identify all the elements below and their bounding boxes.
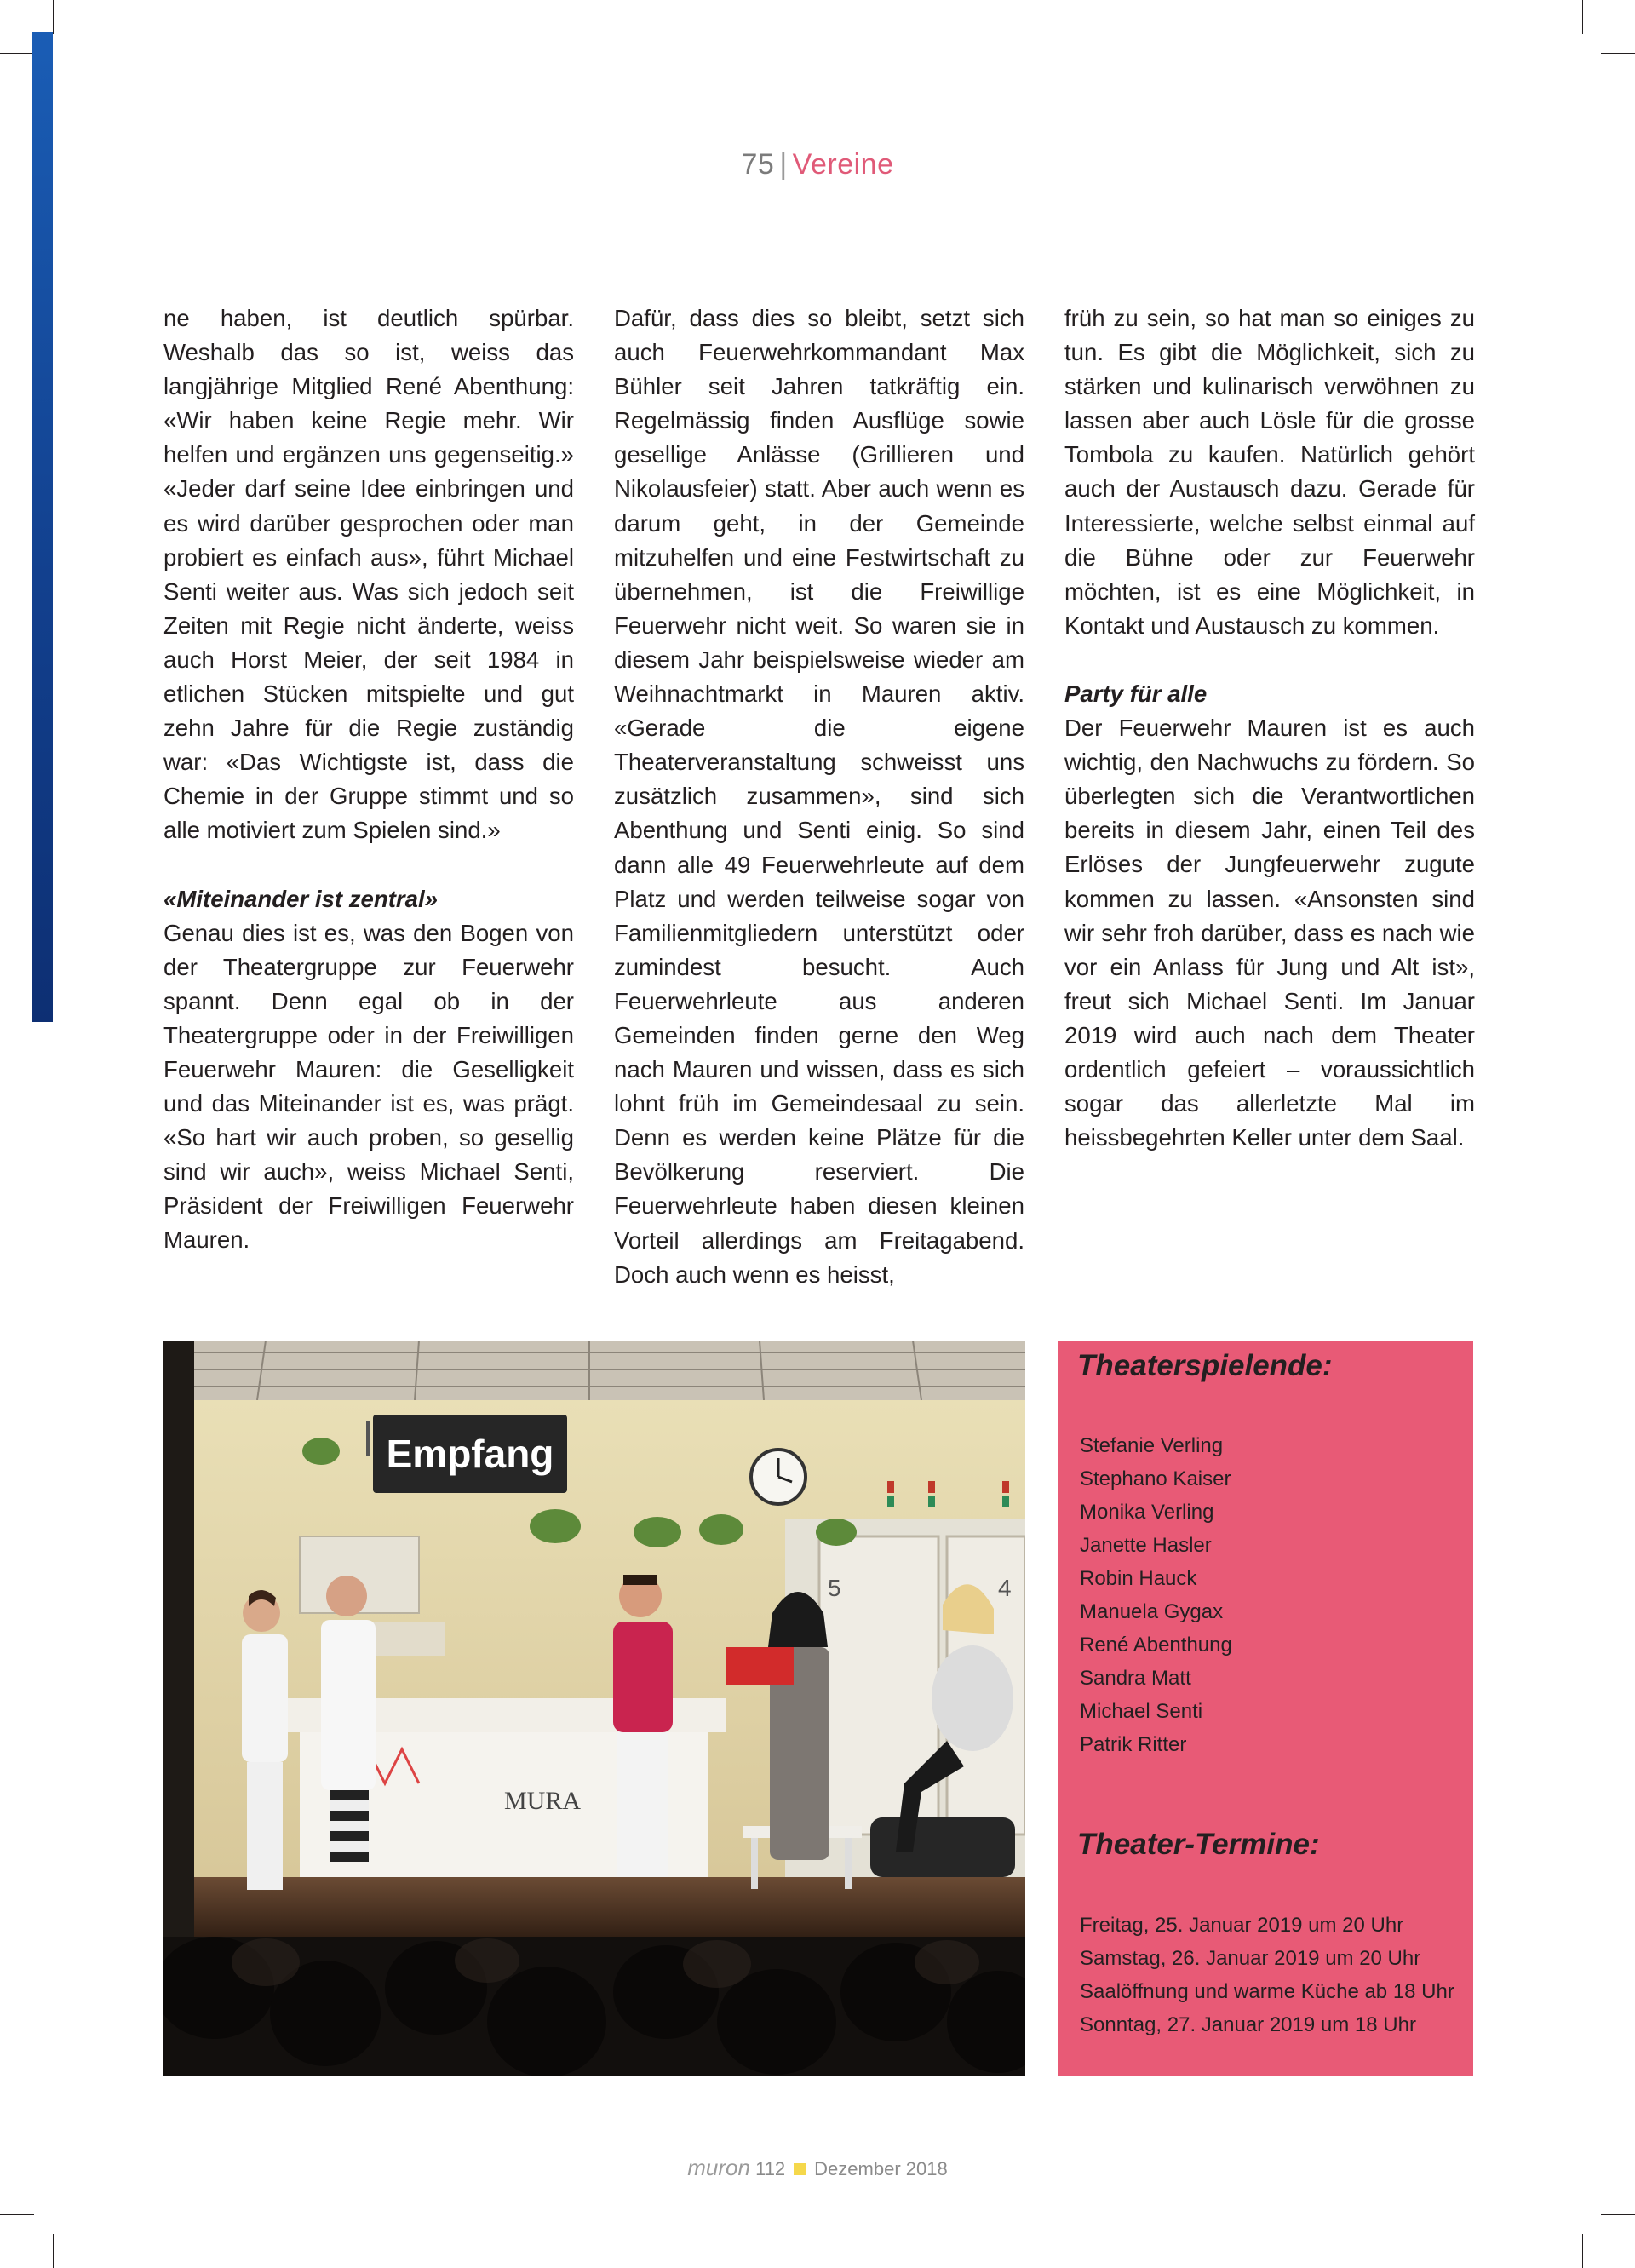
- paragraph: früh zu sein, so hat man so einiges zu tun. Es gibt die Möglichkeit, sich zu stärken und kulinarisch verwöhnen zu lassen aber auch Lösle für die grosse Tombola zu kaufen. Natürlich gehört auch der Austausch dazu. Gerade für Interessierte, welche selbst einmal auf die Bühne oder zur Feuerwehr möchten, ist es eine Möglichkeit, in Kontakt und Austausch zu kommen.: [1064, 305, 1475, 639]
- footer-marker: [794, 2163, 806, 2175]
- cast-member: Patrik Ritter: [1080, 1733, 1187, 1756]
- dates-title: Theater-Termine:: [1077, 1828, 1320, 1861]
- cast-list: [1080, 1429, 1232, 1761]
- crop-mark: [1582, 2234, 1583, 2268]
- magazine-brand: muron: [687, 2155, 750, 2180]
- paragraph: Der Feuerwehr Mauren ist es auch wichtig, den Nachwuchs zu fördern. So überlegten sich die Verantwortlichen bereits in diesem Jahr, einen Teil des Erlöses der Jungfeuerwehr zugute kommen zu lassen. «Ansonsten sind wir sehr froh darüber, dass es nach wie vor ein Anlass für Jung und Alt ist», freut sich Michael Senti. Im Januar 2019 wird auch nach dem Theater ordentlich gefeiert – voraussichtlich sogar das allerletzte Mal im heissbegehrten Keller unter dem Saal.: [1064, 715, 1475, 1151]
- issue-number: 112: [755, 2158, 786, 2179]
- info-box: [1058, 1341, 1473, 2076]
- door-number: 4: [998, 1575, 1012, 1601]
- cast-member: Stefanie Verling: [1080, 1434, 1224, 1457]
- cast-member: Stephano Kaiser: [1080, 1467, 1231, 1490]
- issue-date: Dezember 2018: [814, 2158, 948, 2179]
- cast-member: Sandra Matt: [1080, 1667, 1191, 1690]
- cast-member: Manuela Gygax: [1080, 1600, 1224, 1623]
- crop-mark: [1601, 53, 1635, 54]
- show-date: Sonntag, 27. Januar 2019 um 18 Uhr: [1080, 2013, 1416, 2036]
- page-footer: [0, 2155, 1635, 2181]
- counter-text: MURA: [504, 1787, 582, 1815]
- cast-title: Theaterspielende:: [1077, 1349, 1333, 1382]
- theater-stage-photo: [164, 1341, 1025, 2076]
- article-column-2: [614, 301, 1024, 1292]
- door-number: 5: [828, 1575, 841, 1601]
- crop-mark: [1582, 0, 1583, 34]
- show-date: Freitag, 25. Januar 2019 um 20 Uhr: [1080, 1914, 1404, 1937]
- cast-member: René Abenthung: [1080, 1634, 1232, 1657]
- show-date: Saalöffnung und warme Küche ab 18 Uhr: [1080, 1980, 1454, 2003]
- crop-mark: [53, 2234, 54, 2268]
- paragraph: Dafür, dass dies so bleibt, setzt sich auch Feuerwehrkommandant Max Bühler seit Jahren tatkräftig ein. Regelmässig finden Ausflüge sowie gesellige Anlässe (Grillieren und Nikolausfeier) statt. Aber auch wenn es darum geht, in der Gemeinde mitzuhelfen und eine Festwirtschaft zu übernehmen, ist die Freiwillige Feuerwehr nicht weit. So waren sie in diesem Jahr beispielsweise wieder am Weihnachtmarkt in Mauren aktiv. «Gerade die eigene Theaterveranstaltung schweisst uns zusätzlich zusammen», sind sich Abenthung und Senti einig. So sind dann alle 49 Feuerwehrleute auf dem Platz und werden teilweise sogar von Familienmitgliedern unterstützt oder zumindest besucht. Auch Feuerwehrleute aus anderen Gemeinden finden gerne den Weg nach Mauren und wissen, dass es sich lohnt früh im Gemeindesaal zu sein. Denn es werden keine Plätze für die Bevölkerung reserviert. Die Feuerwehrleute haben diesen kleinen Vorteil allerdings am Freitagabend. Doch auch wenn es heisst,: [614, 305, 1024, 1288]
- show-date: Samstag, 26. Januar 2019 um 20 Uhr: [1080, 1947, 1421, 1970]
- crop-mark: [1601, 2214, 1635, 2215]
- cast-member: Robin Hauck: [1080, 1567, 1197, 1590]
- paragraph: ne haben, ist deutlich spürbar. Weshalb das so ist, weiss das langjährige Mitglied René Abenthung: «Wir haben keine Regie mehr. Wir helfen und ergänzen uns gegenseitig.» «Jeder darf seine Idee einbringen und es wird darüber gesprochen oder man probiert es einfach aus», führt Michael Senti weiter aus. Was sich jedoch seit Zeiten mit Regie nicht änderte, weiss auch Horst Meier, der seit 1984 in etlichen Stücken mitspielte und gut zehn Jahre für die Regie zuständig war: «Das Wichtigste ist, dass die Chemie in der Gruppe stimmt und so alle motiviert zum Spielen sind.»: [164, 305, 574, 844]
- subheading: «Miteinander ist zentral»: [164, 885, 439, 912]
- cast-member: Janette Hasler: [1080, 1534, 1212, 1557]
- subheading: Party für alle: [1064, 680, 1208, 707]
- article-column-3: [1064, 301, 1475, 1155]
- cast-member: Michael Senti: [1080, 1700, 1203, 1723]
- crop-mark: [53, 0, 54, 34]
- crop-mark: [0, 2214, 34, 2215]
- cast-member: Monika Verling: [1080, 1501, 1214, 1524]
- empfang-sign-text: Empfang: [386, 1432, 554, 1476]
- dates-list: [1080, 1909, 1454, 2041]
- page-number: 75: [741, 148, 775, 181]
- crop-mark: [0, 53, 34, 54]
- section-title: Vereine: [792, 148, 894, 181]
- paragraph: Genau dies ist es, was den Bogen von der Theatergruppe zur Feuerwehr spannt. Denn egal ob in der Theatergruppe oder in der Freiwilligen Feuerwehr Mauren: die Geselligkeit und das Miteinander ist es, was prägt. «So hart wir auch proben, so gesellig sind wir auch», weiss Michael Senti, Präsident der Freiwilligen Feuerwehr Mauren.: [164, 919, 574, 1254]
- header-separator: |: [779, 148, 788, 181]
- page-header: [0, 148, 1635, 181]
- article-column-1: [164, 301, 574, 1258]
